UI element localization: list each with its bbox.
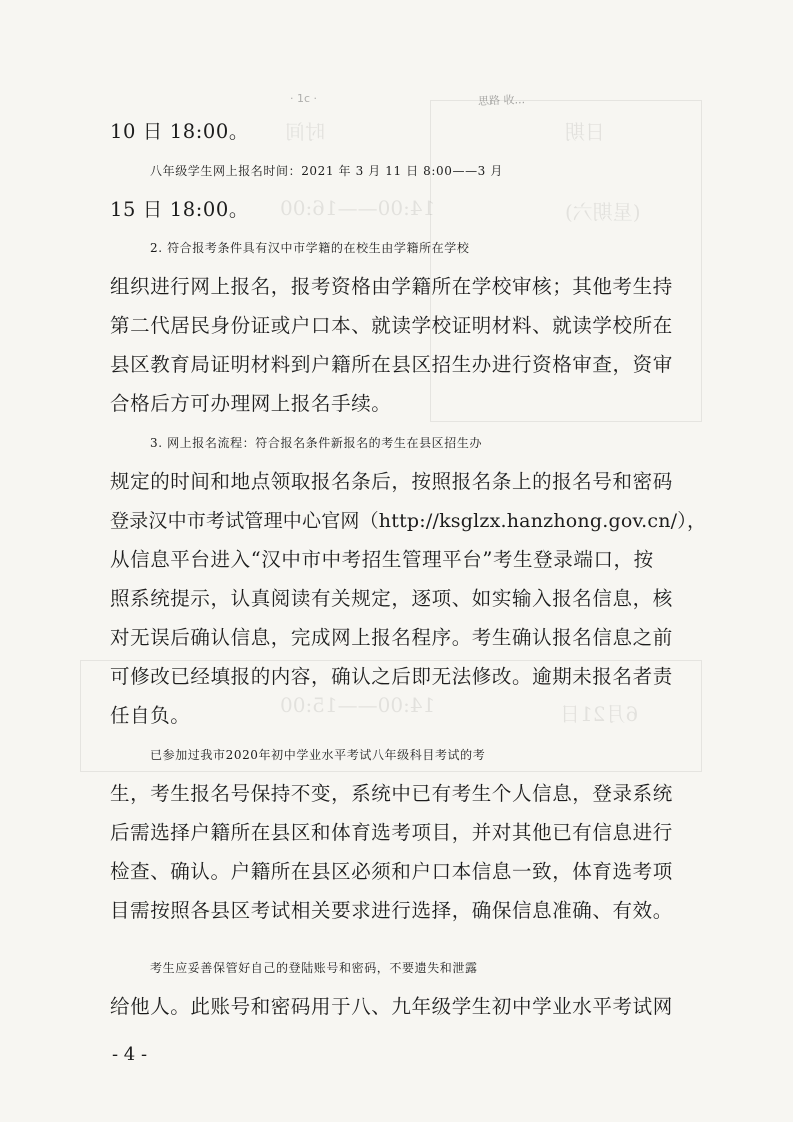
text-line: 对无误后确认信息，完成网上报名程序。考生确认报名信息之前 xyxy=(110,626,673,649)
text-line: 八年级学生网上报名时间：2021 年 3 月 11 日 8:00——3 月 xyxy=(150,164,503,178)
text-line: 合格后方可办理网上报名手续。 xyxy=(110,392,392,415)
text-line: 2. 符合报考条件具有汉中市学籍的在校生由学籍所在学校 xyxy=(150,241,470,255)
text-line: 从信息平台进入“汉中市中考招生管理平台”考生登录端口，按 xyxy=(110,548,654,571)
text-line: 登录汉中市考试管理中心官网（http://ksglzx.hanzhong.gov.cn/）， xyxy=(110,510,707,532)
bleed-through-text: 日期 xyxy=(565,120,605,144)
bleed-through-text: 14:00——16:00 xyxy=(280,196,436,220)
text-line: 规定的时间和地点领取报名条后，按照报名条上的报名号和密码 xyxy=(110,470,673,493)
bleed-through-text: (星期六) xyxy=(565,200,641,224)
bleed-through-text: 6月21日 xyxy=(560,702,639,726)
text-line: 10 日 18:00。 xyxy=(110,120,250,143)
text-line: 后需选择户籍所在县区和体育选考项目，并对其他已有信息进行 xyxy=(110,821,673,844)
text-line: 检查、确认。户籍所在县区必须和户口本信息一致，体育选考项 xyxy=(110,860,673,883)
text-line: 县区教育局证明材料到户籍所在县区招生办进行资格审查，资审 xyxy=(110,353,673,376)
text-line: 生，考生报名号保持不变，系统中已有考生个人信息，登录系统 xyxy=(110,782,673,805)
text-line: 目需按照各县区考试相关要求进行选择，确保信息准确、有效。 xyxy=(110,899,673,922)
bleed-through-text: 14:00——15:00 xyxy=(280,693,436,717)
bleed-through-text: 时间 xyxy=(285,120,325,144)
page-number: - 4 - xyxy=(112,1044,148,1065)
text-line: 可修改已经填报的内容，确认之后即无法修改。逾期未报名者责 xyxy=(110,665,673,688)
handwritten-note: 思路 收... xyxy=(477,93,526,108)
text-line: 照系统提示，认真阅读有关规定，逐项、如实输入报名信息，核 xyxy=(110,587,673,610)
text-line: 考生应妥善保管好自己的登陆账号和密码，不要遗失和泄露 xyxy=(150,961,478,975)
text-line: 给他人。此账号和密码用于八、九年级学生初中学业水平考试网 xyxy=(110,995,673,1018)
text-line: 第二代居民身份证或户口本、就读学校证明材料、就读学校所在 xyxy=(110,314,673,337)
text-line: 已参加过我市2020年初中学业水平考试八年级科目考试的考 xyxy=(150,748,486,762)
text-line: 任自负。 xyxy=(110,704,191,727)
text-line: 3. 网上报名流程：符合报名条件新报名的考生在县区招生办 xyxy=(150,436,483,450)
text-line: 15 日 18:00。 xyxy=(110,198,250,221)
text-line: 组织进行网上报名，报考资格由学籍所在学校审核；其他考生持 xyxy=(110,275,673,298)
handwritten-mark: · 1c · xyxy=(290,92,318,105)
